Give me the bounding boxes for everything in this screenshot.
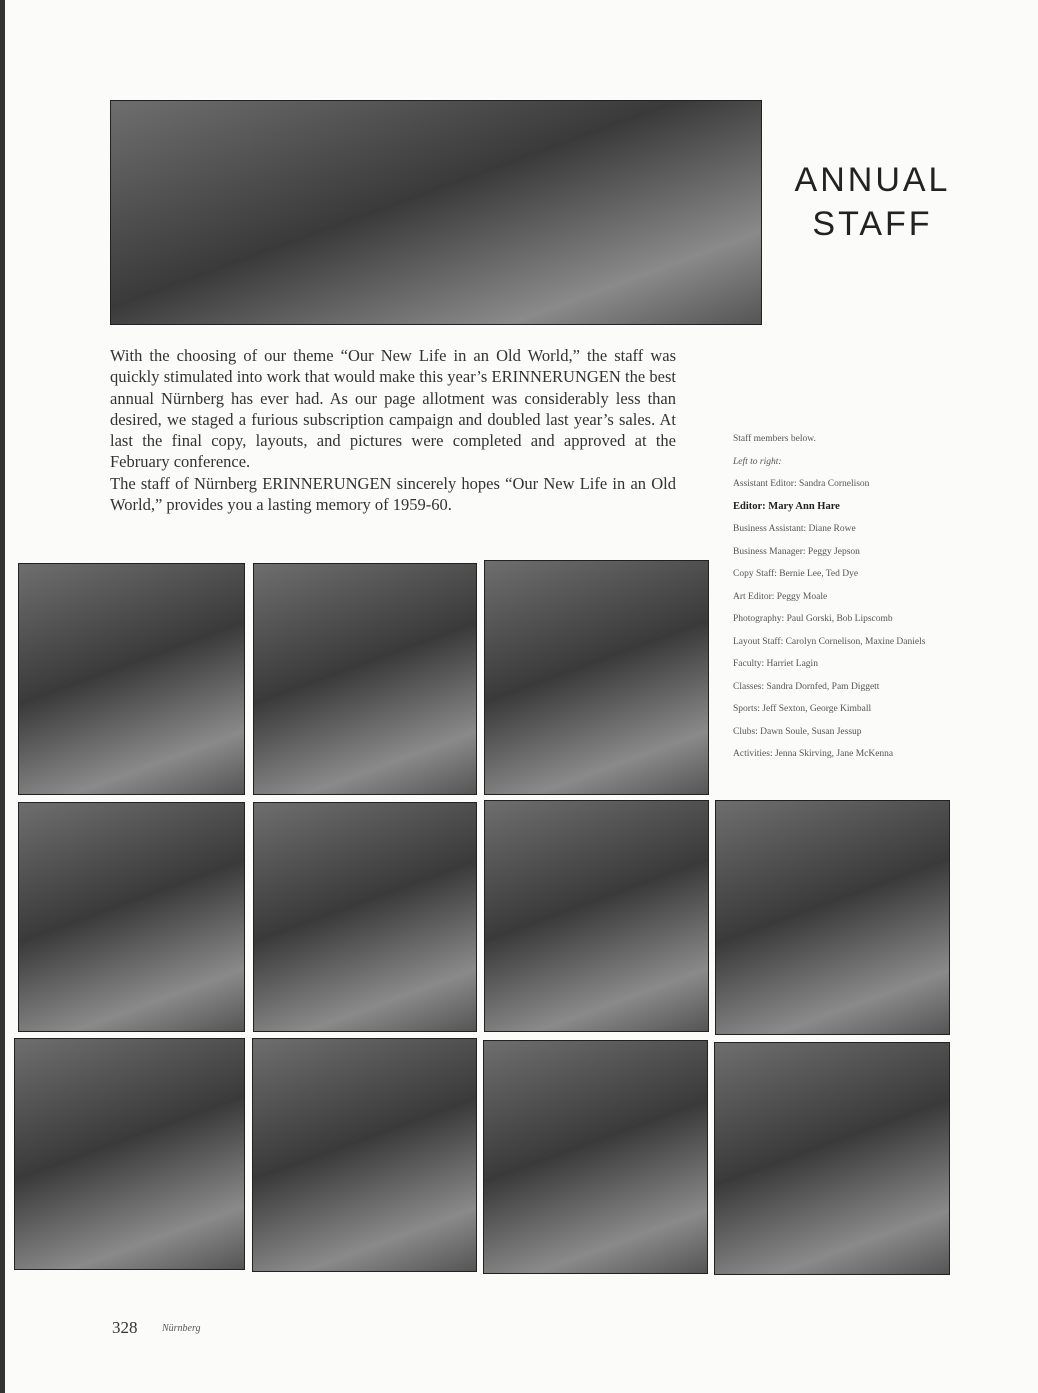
- staff-photo: [253, 802, 477, 1032]
- staff-photo: [484, 800, 709, 1032]
- staff-entry: Sports: Jeff Sexton, George Kimball: [733, 704, 872, 714]
- staff-entry: Faculty: Harriet Lagin: [733, 659, 818, 669]
- staff-photo: [18, 802, 245, 1032]
- school-name: Nürnberg: [162, 1323, 201, 1334]
- page-title: [780, 158, 965, 246]
- staff-entry: Layout Staff: Carolyn Cornelison, Maxine Daniels: [733, 636, 926, 647]
- staff-photo: [253, 563, 477, 795]
- staff-photo: [483, 1040, 708, 1274]
- staff-caption: [733, 433, 958, 771]
- page-number: 328: [112, 1318, 138, 1337]
- staff-photo: [14, 1038, 245, 1270]
- group-photo: [110, 100, 762, 325]
- staff-entry: Classes: Sandra Dornfed, Pam Diggett: [733, 681, 880, 692]
- title-line-2: STAFF: [812, 205, 933, 243]
- staff-entry: Business Manager: Peggy Jepson: [733, 546, 860, 557]
- paragraph: The staff of Nürnberg ERINNERUNGEN sincerely hopes “Our New Life in an Old World,” provides you a lasting memory of 1959-60.: [110, 473, 676, 515]
- caption-intro: Staff members below.: [733, 434, 816, 444]
- staff-entry: Assistant Editor: Sandra Cornelison: [733, 479, 870, 489]
- staff-entry: Activities: Jenna Skirving, Jane McKenna: [733, 749, 894, 759]
- scan-edge: [0, 0, 5, 1393]
- staff-photo: [484, 560, 709, 795]
- body-text: [110, 345, 676, 515]
- staff-entry: Photography: Paul Gorski, Bob Lipscomb: [733, 614, 893, 624]
- staff-photo: [715, 800, 950, 1035]
- staff-entry: Business Assistant: Diane Rowe: [733, 524, 856, 534]
- staff-photo: [714, 1042, 950, 1275]
- staff-photo: [252, 1038, 477, 1272]
- caption-direction: Left to right:: [733, 456, 782, 467]
- staff-entry: Art Editor: Peggy Moale: [733, 591, 828, 602]
- staff-entry-editor: Editor: Mary Ann Hare: [733, 500, 840, 512]
- paragraph: With the choosing of our theme “Our New Life in an Old World,” the staff was quickly stimulated into work that would make this year’s ERINNERUNGEN the best annual Nürnberg has ever had. As our page allotment was considerably less than desired, we staged a furious subscription campaign and doubled last year’s sales. At last the final copy, layouts, and pictures were completed and approved at the February conference.: [110, 346, 676, 472]
- staff-entry: Clubs: Dawn Soule, Susan Jessup: [733, 726, 862, 737]
- staff-entry: Copy Staff: Bernie Lee, Ted Dye: [733, 569, 859, 579]
- title-line-1: ANNUAL: [794, 161, 951, 199]
- staff-photo: [18, 563, 245, 795]
